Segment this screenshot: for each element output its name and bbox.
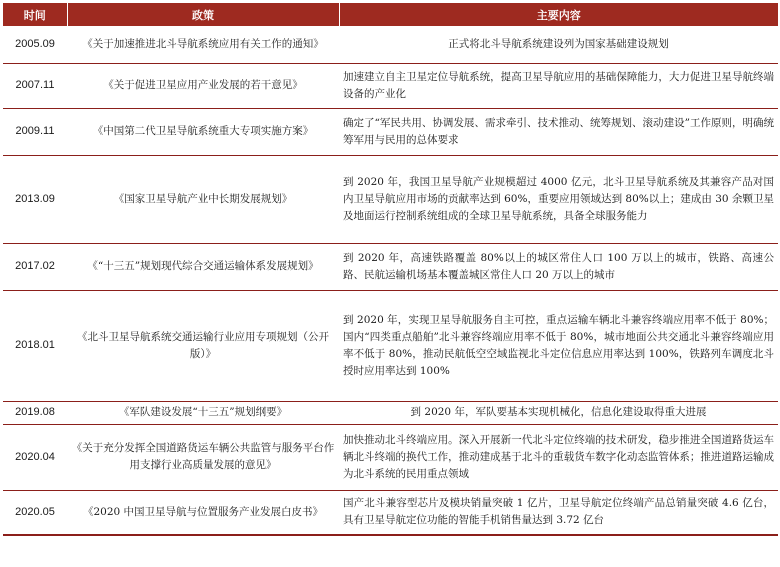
header-date: 时间 [3,3,67,26]
row-date: 2009.11 [3,108,67,155]
row-content: 加速建立自主卫星定位导航系统，提高卫星导航应用的基础保障能力，大力促进卫星导航终端设备的产业化 [339,63,778,108]
row-date: 2005.09 [3,26,67,63]
row-policy: 《北斗卫星导航系统交通运输行业应用专项规划（公开版）》 [67,290,339,401]
row-content: 加快推动北斗终端应用。深入开展新一代北斗定位终端的技术研发，稳步推进全国道路货运车辆北斗终端的换代工作，推动建成基于北斗的重载货车数字化动态监管体系；推进道路运输成为北斗系统的民用重点领域 [339,424,778,490]
table-header [3,3,778,26]
table-body [3,26,778,535]
table-row [3,401,778,424]
row-content: 到 2020 年，实现卫星导航服务自主可控，重点运输车辆北斗兼容终端应用率不低于 80%；国内“四类重点船舶”北斗兼容终端应用率不低于 80%，城市地面公共交通北斗兼容终端应用率不低于 80%，推动民航低空空域监视北斗定位信息应用率达到 100%，铁路列车调度北斗授时应用率达到 100% [339,290,778,401]
row-policy: 《关于加速推进北斗导航系统应用有关工作的通知》 [67,26,339,63]
header-policy: 政策 [67,3,339,26]
row-content: 到 2020 年，我国卫星导航产业规模超过 4000 亿元，北斗卫星导航系统及其兼容产品对国内卫星导航应用市场的贡献率达到 60%，重要应用领域达到 80%以上；建成由 30 余颗卫星及地面运行控制系统组成的全球卫星导航系统，具备全球服务能力 [339,155,778,243]
row-policy: 《关于充分发挥全国道路货运车辆公共监管与服务平台作用支撑行业高质量发展的意见》 [67,424,339,490]
row-content: 国产北斗兼容型芯片及模块销量突破 1 亿片，卫星导航定位终端产品总销量突破 4.6 亿台，具有卫星导航定位功能的智能手机销售量达到 3.72 亿台 [339,490,778,535]
row-date: 2013.09 [3,155,67,243]
row-content: 到 2020 年，高速铁路覆盖 80%以上的城区常住人口 100 万以上的城市，铁路、高速公路、民航运输机场基本覆盖城区常住人口 20 万以上的城市 [339,243,778,290]
row-content: 到 2020 年，军队要基本实现机械化，信息化建设取得重大进展 [339,401,778,424]
row-content: 正式将北斗导航系统建设列为国家基础建设规划 [339,26,778,63]
table-row [3,108,778,155]
policy-table [3,3,778,536]
table-row [3,63,778,108]
row-policy: 《“十三五”规划现代综合交通运输体系发展规划》 [67,243,339,290]
row-policy: 《关于促进卫星应用产业发展的若干意见》 [67,63,339,108]
table-row [3,290,778,401]
header-content: 主要内容 [339,3,778,26]
row-date: 2017.02 [3,243,67,290]
table-row [3,26,778,63]
row-date: 2018.01 [3,290,67,401]
row-policy: 《中国第二代卫星导航系统重大专项实施方案》 [67,108,339,155]
row-policy: 《军队建设发展“十三五”规划纲要》 [67,401,339,424]
table-row [3,490,778,535]
row-date: 2020.05 [3,490,67,535]
row-policy: 《2020 中国卫星导航与位置服务产业发展白皮书》 [67,490,339,535]
row-date: 2019.08 [3,401,67,424]
header-row [3,3,778,26]
table-row [3,424,778,490]
row-date: 2007.11 [3,63,67,108]
row-content: 确定了“军民共用、协调发展、需求牵引、技术推动、统筹规划、滚动建设”工作原则，明确统筹军用与民用的总体要求 [339,108,778,155]
table-row [3,155,778,243]
row-policy: 《国家卫星导航产业中长期发展规划》 [67,155,339,243]
table-row [3,243,778,290]
row-date: 2020.04 [3,424,67,490]
